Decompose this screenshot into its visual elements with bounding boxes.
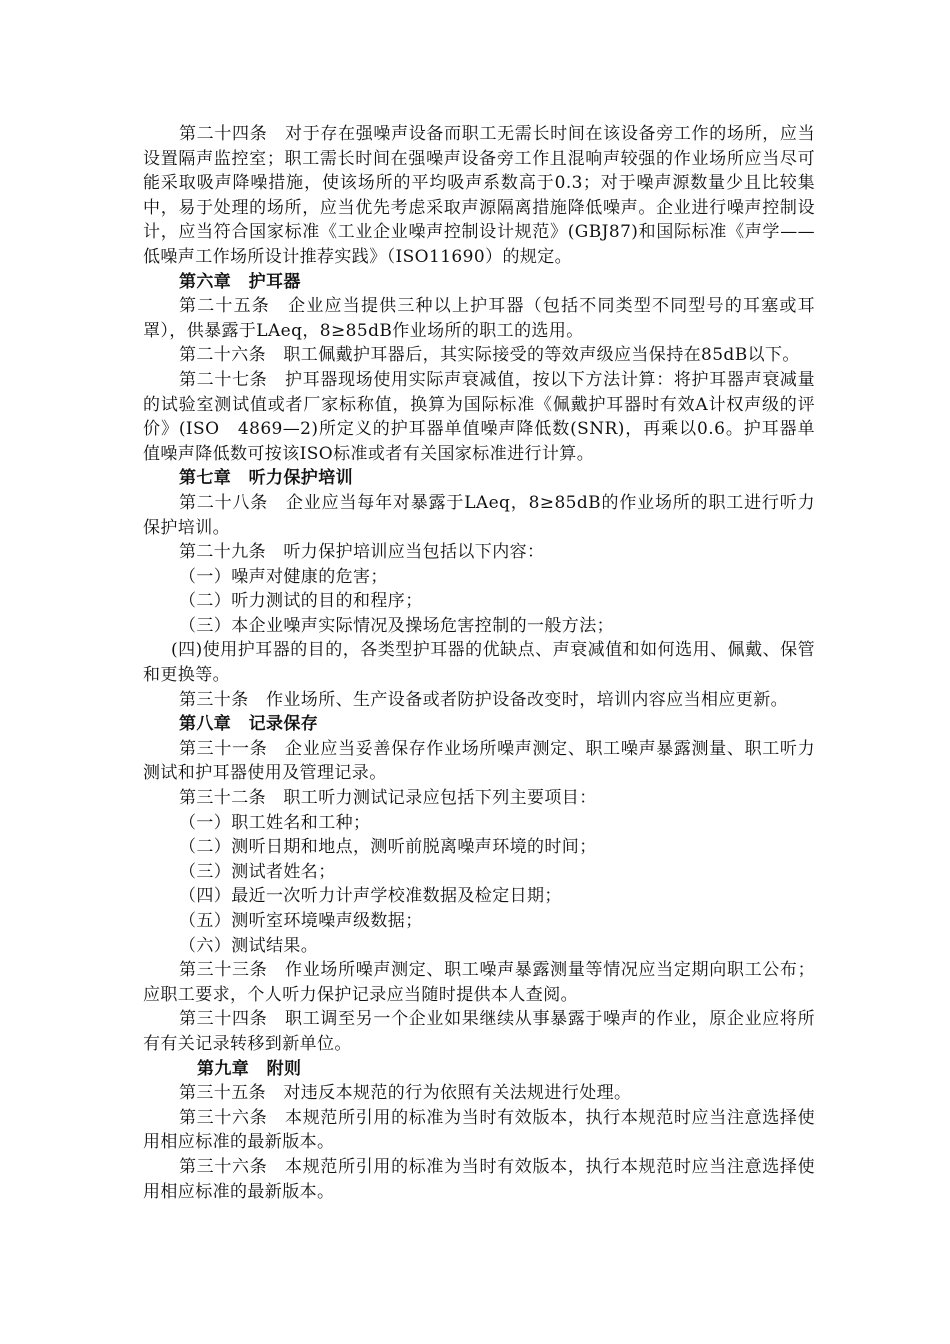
chapter-7-heading: 第七章 听力保护培训 [179,468,353,489]
article-29: 第二十九条 听力保护培训应当包括以下内容： [179,542,545,563]
list-item: （四）最近一次听力计声学校准数据及检定日期； [179,886,562,907]
list-item: （六）测试结果。 [179,935,319,956]
list-item: （三）测试者姓名； [179,861,336,882]
document-body [143,122,815,1204]
article-26: 第二十六条 职工佩戴护耳器后，其实际接受的等效声级应当保持在85dB以下。 [179,345,800,366]
list-item: （一）噪声对健康的危害； [179,566,388,587]
article-27: 第二十七条 护耳器现场使用实际声衰减值，按以下方法计算：将护耳器声衰减量的试验室测试值或者厂家标称值，换算为国际标准《佩戴护耳器时有效A计权声级的评价》(ISO 4869—2)所定义的护耳器单值噪声降低数(SNR)，再乘以0.6。护耳器单值噪声降低数可按该ISO标准或者有关国家标准进行计算。 [143,369,815,464]
chapter-8-heading: 第八章 记录保存 [179,714,319,735]
list-item: （二）听力测试的目的和程序； [179,591,423,612]
article-28: 第二十八条 企业应当每年对暴露于LAeq，8≥85dB的作业场所的职工进行听力保护培训。 [143,492,815,538]
article-25: 第二十五条 企业应当提供三种以上护耳器（包括不同类型不同型号的耳塞或耳罩），供暴露于LAeq，8≥85dB作业场所的职工的选用。 [143,296,815,341]
article-36: 第三十六条 本规范所引用的标准为当时有效版本，执行本规范时应当注意选择使用相应标准的最新版本。 [143,1107,815,1153]
article-24: 第二十四条 对于存在强噪声设备而职工无需长时间在该设备旁工作的场所，应当设置隔声监控室；职工需长时间在强噪声设备旁工作且混响声较强的作业场所应当尽可能采取吸声降噪措施，使该场所的平均吸声系数高于0.3；对于噪声源数量少且比较集中，易于处理的场所，应当优先考虑采取声源隔离措施降低噪声。企业进行噪声控制设计，应当符合国家标准《工业企业噪声控制设计规范》(GBJ87)和国际标准《声学——低噪声工作场所设计推荐实践》（ISO11690）的规定。 [143,124,815,267]
list-item: （一）职工姓名和工种； [179,812,371,833]
article-35: 第三十五条 对违反本规范的行为依照有关法规进行处理。 [179,1083,632,1104]
list-item: （三）本企业噪声实际情况及操场危害控制的一般方法； [179,615,614,636]
chapter-9-heading: 第九章 附则 [197,1058,302,1079]
article-31: 第三十一条 企业应当妥善保存作业场所噪声测定、职工噪声暴露测量、职工听力测试和护耳器使用及管理记录。 [143,738,815,784]
article-33: 第三十三条 作业场所噪声测定、职工噪声暴露测量等情况应当定期向职工公布；应职工要求，个人听力保护记录应当随时提供本人查阅。 [143,960,815,1005]
article-30: 第三十条 作业场所、生产设备或者防护设备改变时，培训内容应当相应更新。 [179,689,788,710]
article-32: 第三十二条 职工听力测试记录应包括下列主要项目： [179,788,597,809]
list-item: (四)使用护耳器的目的，各类型护耳器的优缺点、声衰减值和如何选用、佩戴、保管和更换等。 [143,640,815,686]
list-item: （五）测听室环境噪声级数据； [179,911,423,931]
article-36-repeat: 第三十六条 本规范所引用的标准为当时有效版本，执行本规范时应当注意选择使用相应标准的最新版本。 [143,1156,815,1202]
article-34: 第三十四条 职工调至另一个企业如果继续从事暴露于噪声的作业，原企业应将所有有关记录转移到新单位。 [143,1009,815,1054]
chapter-6-heading: 第六章 护耳器 [179,271,301,292]
list-item: （二）测听日期和地点，测听前脱离噪声环境的时间； [179,837,597,858]
